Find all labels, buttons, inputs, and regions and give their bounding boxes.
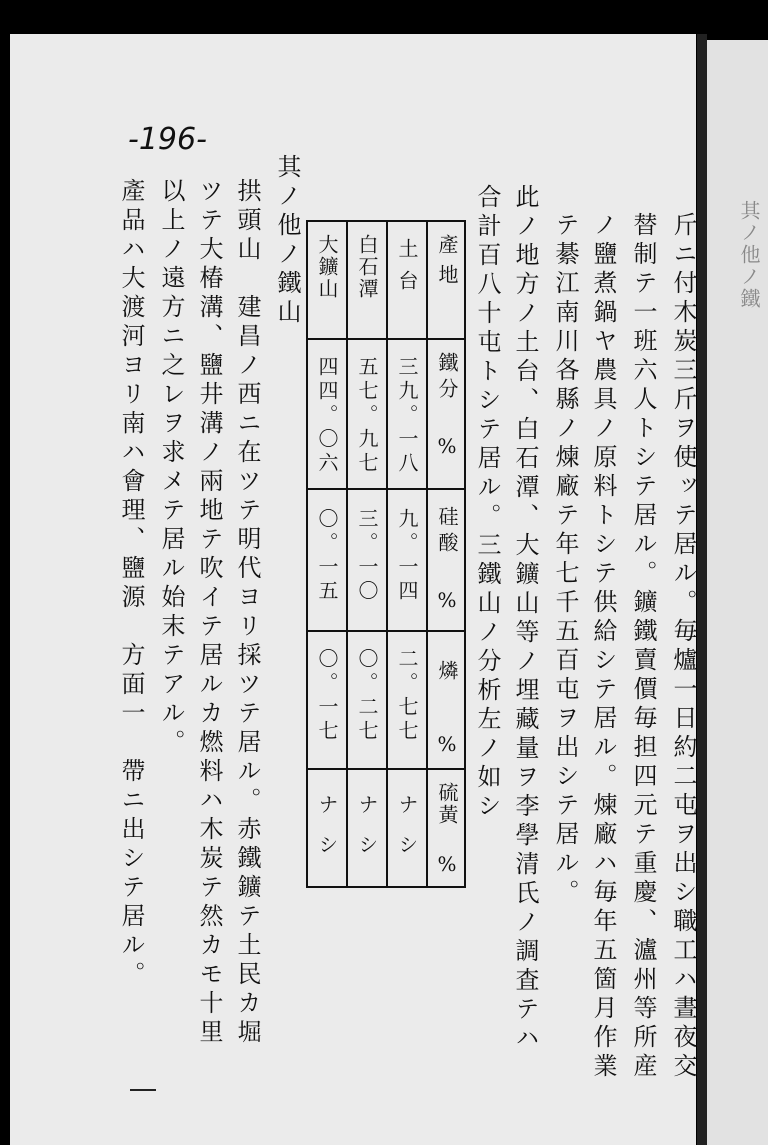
table-rule xyxy=(386,220,388,888)
body-text-column: 合計百八十屯トシテ居ル。三鐵山ノ分析左ノ如シ xyxy=(473,184,501,822)
facing-page-edge xyxy=(707,40,768,1145)
section-text-column: 以上ノ遠方ニ之レヲ求メテ居ル始末テアル。 xyxy=(157,178,185,758)
table-cell: 四四。〇六 xyxy=(315,356,339,476)
book-gutter xyxy=(697,34,707,1145)
section-text-column: 拱頭山 建昌ノ西ニ在ツテ明代ヨリ採ツテ居ル。赤鐵鑛テ土民カ堀 xyxy=(233,178,261,1048)
table-cell: 〇。二七 xyxy=(355,648,379,744)
body-text-column: 斤ニ付木炭三斤ヲ使ッテ居ル。毎爐一日約二屯ヲ出シ職工ハ晝夜交 xyxy=(669,212,697,1082)
table-cell: ナシ xyxy=(315,794,339,874)
section-heading: 其ノ他ノ鐵山 xyxy=(273,154,301,328)
table-cell: 二。七七 xyxy=(395,648,419,744)
body-text-column: テ綦江南川各縣ノ煉廠テ年七千五百屯ヲ出シテ居ル。 xyxy=(551,212,579,908)
body-text-column: ノ鹽煮鍋ヤ農具ノ原料トシテ供給シテ居ル。煉廠ハ毎年五箇月作業 xyxy=(589,212,617,1082)
table-cell: ナシ xyxy=(395,794,419,874)
table-cell: ナシ xyxy=(355,794,379,874)
section-text-column: ツテ大椿溝、鹽井溝ノ兩地テ吹イテ居ルカ燃料ハ木炭テ然カモ十里 xyxy=(195,178,223,1048)
analysis-table xyxy=(306,220,466,888)
table-header: 硫黃 % xyxy=(435,782,459,878)
table-rule xyxy=(306,220,308,888)
body-text-column: 此ノ地方ノ土台、白石潭、大鑛山等ノ埋藏量ヲ李學清氏ノ調査テハ xyxy=(511,184,539,1054)
table-header: 硅酸 % xyxy=(435,506,459,618)
table-rule xyxy=(426,220,428,888)
table-cell: 〇。一五 xyxy=(315,508,339,604)
table-cell: 土台 xyxy=(395,238,419,302)
table-cell: 五七。九七 xyxy=(355,356,379,476)
book-page xyxy=(10,34,696,1145)
table-header: 燐 % xyxy=(435,660,459,770)
footer-mark xyxy=(130,1089,156,1091)
table-header: 鐵分 % xyxy=(435,352,459,464)
table-cell: 九。一四 xyxy=(395,508,419,604)
table-cell: 大鑛山 xyxy=(315,234,339,300)
table-cell: 〇。一七 xyxy=(315,648,339,744)
table-cell: 白石潭 xyxy=(355,234,379,300)
page-number: -196- xyxy=(128,122,207,157)
table-cell: 三。一〇 xyxy=(355,508,379,604)
table-cell: 三九。一八 xyxy=(395,356,419,476)
body-text-column: 替制テ一班六人トシテ居ル。鑛鐵賣價毎担四元テ重慶、瀘州等所産 xyxy=(629,212,657,1082)
section-text-column: 產品ハ大渡河ヨリ南ハ會理、鹽源 方面一 帶ニ出シテ居ル。 xyxy=(117,178,145,990)
table-header: 產地 xyxy=(435,234,459,294)
table-rule xyxy=(346,220,348,888)
facing-page-text: 其ノ他ノ鐵 xyxy=(737,200,761,310)
table-rule xyxy=(464,220,466,888)
